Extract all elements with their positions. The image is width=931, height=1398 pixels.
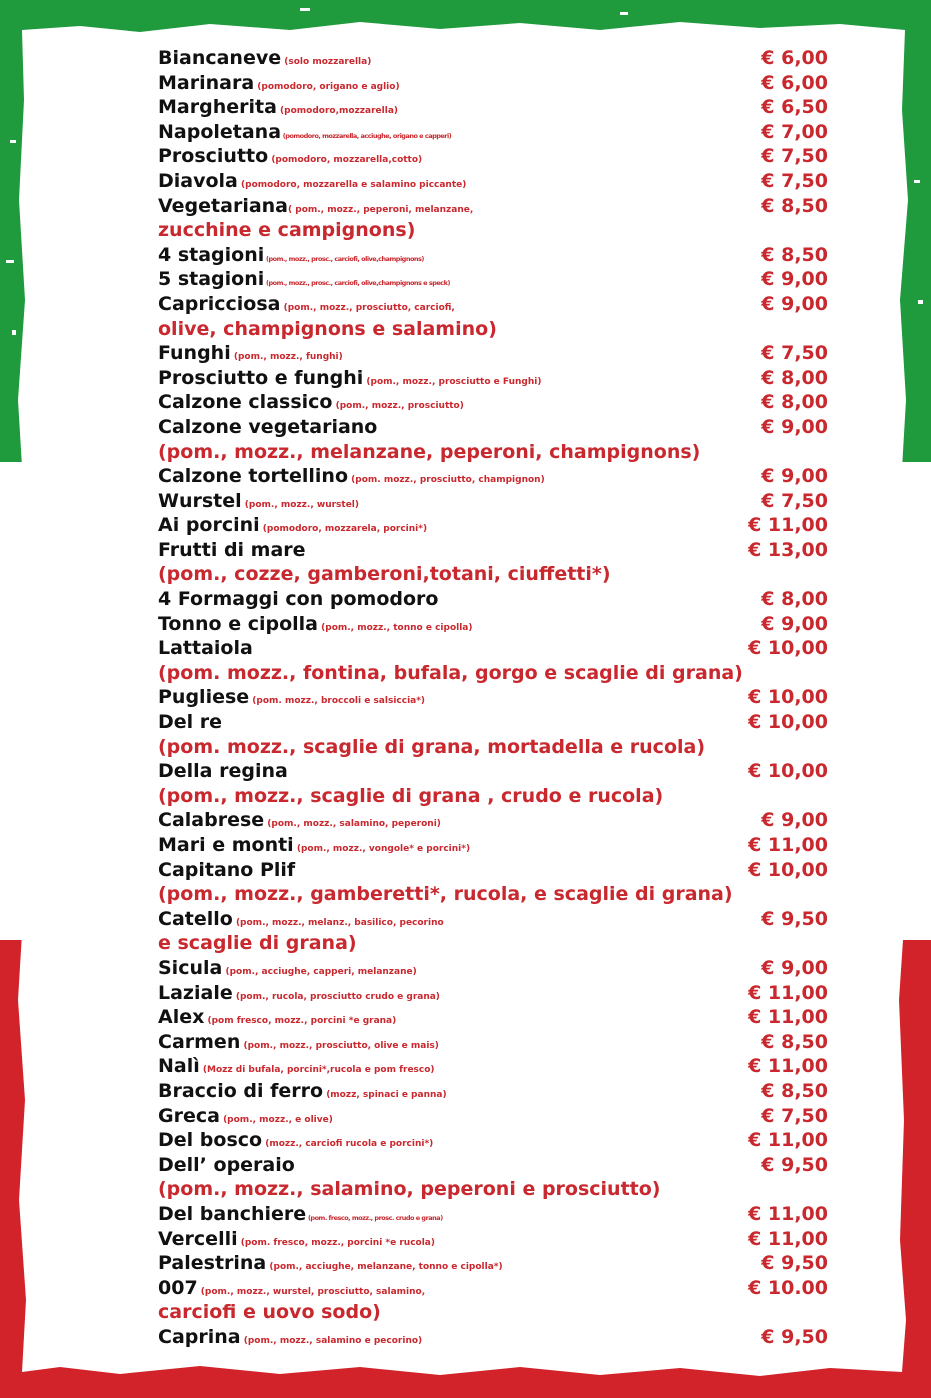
pizza-ingredients-continued: (pom., cozze, gamberoni,totani, ciuffetti*) bbox=[158, 563, 611, 586]
pizza-ingredients-continued: (pom., mozz., gamberetti*, rucola, e scaglie di grana) bbox=[158, 883, 733, 906]
menu-item bbox=[158, 1202, 828, 1227]
menu-item-line bbox=[158, 1227, 828, 1252]
pizza-name: Lattaiola bbox=[158, 637, 253, 660]
menu-item-line bbox=[158, 71, 828, 96]
pizza-ingredients: (pom., mozz., tonno e cipolla) bbox=[318, 622, 473, 633]
pizza-ingredients: (pomodoro,mozzarella) bbox=[276, 106, 399, 117]
pizza-price: € 11,00 bbox=[748, 1202, 828, 1225]
menu-item-line bbox=[158, 833, 828, 858]
pizza-price: € 10,00 bbox=[748, 858, 828, 881]
pizza-price: € 8,00 bbox=[761, 391, 828, 414]
menu-item bbox=[158, 833, 828, 858]
pizza-name: Dell’ operaio bbox=[158, 1153, 295, 1176]
menu-item-line bbox=[158, 1276, 828, 1301]
pizza-name: Della regina bbox=[158, 760, 288, 783]
pizza-ingredients: (pom., mozz., wurstel) bbox=[241, 499, 360, 510]
pizza-price: € 7,50 bbox=[761, 169, 828, 192]
pizza-name: 007 bbox=[158, 1276, 198, 1299]
pizza-name: Calzone classico bbox=[158, 391, 333, 414]
pizza-name: Prosciutto e funghi bbox=[158, 366, 364, 389]
pizza-ingredients-continued: (pom. mozz., fontina, bufala, gorgo e scaglie di grana) bbox=[158, 661, 743, 684]
menu-item-line bbox=[158, 1104, 828, 1129]
pizza-ingredients: (pom., mozz., salamino, peperoni) bbox=[264, 819, 441, 830]
pizza-name: Catello bbox=[158, 907, 233, 930]
pizza-name: Calabrese bbox=[158, 809, 265, 832]
pizza-name: Margherita bbox=[158, 96, 277, 119]
pizza-ingredients: (pom., mozz., prosc., carciofi, olive,champignons e speck) bbox=[264, 279, 450, 288]
pizza-price: € 9,50 bbox=[761, 907, 828, 930]
pizza-menu-list bbox=[158, 46, 828, 1349]
menu-item bbox=[158, 612, 828, 637]
pizza-name: Greca bbox=[158, 1104, 220, 1127]
pizza-name: Frutti di mare bbox=[158, 538, 306, 561]
menu-item bbox=[158, 341, 828, 366]
pizza-name: Prosciutto bbox=[158, 145, 269, 168]
pizza-ingredients: (pom. fresco, mozz., porcini *e rucola) bbox=[237, 1237, 435, 1248]
pizza-name: 4 Formaggi con pomodoro bbox=[158, 588, 439, 611]
menu-item-line bbox=[158, 981, 828, 1006]
menu-item-line bbox=[158, 612, 828, 637]
menu-item bbox=[158, 366, 828, 391]
menu-item bbox=[158, 1128, 828, 1153]
pizza-ingredients: (pom., mozz., prosciutto) bbox=[332, 401, 464, 412]
menu-item-line bbox=[158, 1005, 828, 1030]
menu-item-line bbox=[158, 808, 828, 833]
pizza-ingredients: (pom., mozz., vongole* e porcini*) bbox=[293, 844, 471, 854]
pizza-name: Palestrina bbox=[158, 1252, 267, 1275]
menu-item bbox=[158, 144, 828, 169]
pizza-name: Carmen bbox=[158, 1030, 241, 1053]
pizza-price: € 9,00 bbox=[761, 268, 828, 291]
pizza-name: Pugliese bbox=[158, 686, 250, 709]
menu-item-line bbox=[158, 636, 828, 661]
pizza-price: € 8,50 bbox=[761, 1030, 828, 1053]
menu-item bbox=[158, 194, 828, 243]
menu-item-line bbox=[158, 956, 828, 981]
menu-item-line bbox=[158, 1202, 828, 1227]
pizza-name: Laziale bbox=[158, 981, 233, 1004]
pizza-ingredients-continued: (pom., mozz., salamino, peperoni e prosciutto) bbox=[158, 1178, 661, 1201]
pizza-name: Del banchiere bbox=[158, 1202, 307, 1225]
menu-item bbox=[158, 907, 828, 956]
menu-item bbox=[158, 267, 828, 292]
pizza-ingredients: (pomodoro, mozzarela, porcini*) bbox=[259, 524, 428, 535]
pizza-ingredients: (pom., mozz., prosciutto, olive e mais) bbox=[240, 1040, 439, 1051]
menu-item bbox=[158, 292, 828, 341]
menu-item bbox=[158, 710, 828, 759]
menu-item bbox=[158, 95, 828, 120]
pizza-price: € 7,50 bbox=[761, 489, 828, 512]
pizza-ingredients-continued: carciofi e uovo sodo) bbox=[158, 1301, 381, 1324]
pizza-price: € 11,00 bbox=[748, 514, 828, 537]
menu-item-line bbox=[158, 1054, 828, 1079]
pizza-price: € 7,00 bbox=[761, 120, 828, 143]
pizza-name: Napoletana bbox=[158, 120, 282, 143]
pizza-price: € 8,00 bbox=[761, 588, 828, 611]
menu-item bbox=[158, 1251, 828, 1276]
pizza-ingredients: (pom., mozz., prosc., carciofi, olive,champignons) bbox=[264, 254, 424, 263]
menu-item-line bbox=[158, 46, 828, 71]
menu-item-line bbox=[158, 267, 828, 292]
pizza-price: € 9,00 bbox=[761, 612, 828, 635]
menu-item bbox=[158, 808, 828, 833]
menu-item bbox=[158, 1104, 828, 1129]
pizza-name: Calzone tortellino bbox=[158, 465, 349, 488]
pizza-price: € 9,00 bbox=[761, 956, 828, 979]
menu-item bbox=[158, 415, 828, 464]
pizza-ingredients: (pomodoro, mozzarella e salamino piccante) bbox=[237, 179, 467, 190]
pizza-name: Biancaneve bbox=[158, 47, 282, 69]
menu-item bbox=[158, 1153, 828, 1202]
menu-item-line bbox=[158, 366, 828, 391]
menu-item bbox=[158, 759, 828, 808]
pizza-price: € 11,00 bbox=[748, 1006, 828, 1029]
menu-item bbox=[158, 956, 828, 981]
menu-item-line bbox=[158, 169, 828, 194]
pizza-ingredients: (pom., rucola, prosciutto crudo e grana) bbox=[232, 991, 440, 1002]
pizza-ingredients: (pomodoro, mozzarella,cotto) bbox=[268, 155, 423, 166]
menu-item-line bbox=[158, 341, 828, 366]
pizza-price: € 8,50 bbox=[761, 194, 828, 217]
pizza-ingredients: (mozz, spinaci e panna) bbox=[323, 1089, 447, 1100]
pizza-name: Alex bbox=[158, 1006, 205, 1029]
menu-item-line bbox=[158, 243, 828, 268]
pizza-price: € 6,00 bbox=[761, 71, 828, 94]
pizza-name: Sicula bbox=[158, 956, 223, 979]
menu-item-line bbox=[158, 710, 828, 735]
menu-item-line bbox=[158, 587, 828, 612]
pizza-name: Diavola bbox=[158, 169, 238, 192]
pizza-price: € 10.00 bbox=[748, 1276, 828, 1299]
pizza-name: Del bosco bbox=[158, 1129, 263, 1152]
menu-item-line bbox=[158, 120, 828, 145]
pizza-ingredients: (pom., mozz., salamino e pecorino) bbox=[240, 1335, 423, 1346]
pizza-ingredients-continued: zucchine e campignons) bbox=[158, 219, 416, 242]
pizza-price: € 9,00 bbox=[761, 415, 828, 438]
menu-item bbox=[158, 685, 828, 710]
menu-item bbox=[158, 46, 828, 71]
menu-item bbox=[158, 1030, 828, 1055]
pizza-price: € 6,00 bbox=[761, 47, 828, 69]
pizza-ingredients: (pomodoro, mozzarella, acciughe, origano e capperi) bbox=[281, 131, 452, 140]
pizza-price: € 13,00 bbox=[748, 538, 828, 561]
menu-item-line bbox=[158, 95, 828, 120]
pizza-name: Vegetariana bbox=[158, 194, 288, 217]
menu-item bbox=[158, 464, 828, 489]
pizza-name: 4 stagioni bbox=[158, 243, 265, 266]
menu-item-line bbox=[158, 194, 828, 219]
menu-item bbox=[158, 71, 828, 96]
pizza-ingredients-continued: olive, champignons e salamino) bbox=[158, 317, 497, 340]
menu-item-line bbox=[158, 1030, 828, 1055]
pizza-name: Vercelli bbox=[158, 1227, 238, 1250]
pizza-name: Mari e monti bbox=[158, 834, 294, 856]
pizza-price: € 8,00 bbox=[761, 366, 828, 389]
pizza-price: € 10,00 bbox=[748, 637, 828, 660]
menu-item bbox=[158, 1276, 828, 1325]
pizza-price: € 11,00 bbox=[748, 1129, 828, 1152]
pizza-price: € 8,50 bbox=[761, 243, 828, 266]
pizza-name: 5 stagioni bbox=[158, 268, 265, 291]
menu-item-line bbox=[158, 759, 828, 784]
pizza-ingredients-continued: (pom., mozz., melanzane, peperoni, champignons) bbox=[158, 440, 701, 463]
pizza-name: Tonno e cipolla bbox=[158, 612, 318, 635]
menu-item bbox=[158, 243, 828, 268]
pizza-ingredients: (pom., mozz., prosciutto e Funghi) bbox=[363, 376, 542, 387]
pizza-price: € 11,00 bbox=[748, 1055, 828, 1078]
pizza-name: Ai porcini bbox=[158, 514, 260, 537]
pizza-ingredients: (mozz., carciofi rucola e porcini*) bbox=[262, 1139, 434, 1150]
pizza-price: € 7,50 bbox=[761, 342, 828, 365]
menu-item bbox=[158, 513, 828, 538]
menu-item-line bbox=[158, 144, 828, 169]
pizza-ingredients: (pom., mozz., e olive) bbox=[219, 1114, 333, 1125]
pizza-name: Funghi bbox=[158, 342, 231, 365]
menu-item bbox=[158, 1079, 828, 1104]
pizza-ingredients: (pom., mozz., prosciutto, carciofi, bbox=[280, 302, 455, 313]
pizza-name: Capitano Plif bbox=[158, 858, 296, 881]
menu-item bbox=[158, 587, 828, 612]
menu-item bbox=[158, 169, 828, 194]
menu-item-line bbox=[158, 489, 828, 514]
pizza-price: € 9,50 bbox=[761, 1153, 828, 1176]
menu-item bbox=[158, 538, 828, 587]
menu-item-line bbox=[158, 1251, 828, 1276]
pizza-price: € 10,00 bbox=[748, 711, 828, 734]
pizza-name: Wurstel bbox=[158, 489, 242, 512]
menu-item bbox=[158, 636, 828, 685]
menu-item-line bbox=[158, 858, 828, 883]
pizza-price: € 10,00 bbox=[748, 760, 828, 783]
pizza-ingredients: (pomodoro, origano e aglio) bbox=[254, 81, 400, 92]
menu-item bbox=[158, 981, 828, 1006]
pizza-price: € 7,50 bbox=[761, 145, 828, 168]
pizza-price: € 11,00 bbox=[748, 981, 828, 1004]
pizza-name: Capricciosa bbox=[158, 292, 281, 315]
pizza-ingredients: (Mozz di bufala, porcini*,rucola e pom fresco) bbox=[199, 1065, 435, 1076]
pizza-name: Del re bbox=[158, 711, 223, 734]
pizza-ingredients: (pom., mozz., melanz., basilico, pecorino bbox=[232, 917, 444, 928]
pizza-price: € 6,50 bbox=[761, 96, 828, 119]
menu-item-line bbox=[158, 1325, 828, 1350]
pizza-ingredients: (pom. mozz., broccoli e salsiccia*) bbox=[249, 696, 426, 707]
pizza-ingredients-continued: e scaglie di grana) bbox=[158, 932, 357, 955]
menu-item bbox=[158, 1005, 828, 1030]
pizza-name: Marinara bbox=[158, 71, 255, 94]
pizza-ingredients: (pom. mozz., prosciutto, champignon) bbox=[348, 475, 545, 486]
pizza-ingredients: ( pom., mozz., peperoni, melanzane, bbox=[288, 204, 474, 215]
pizza-price: € 9,00 bbox=[761, 465, 828, 488]
menu-item bbox=[158, 858, 828, 907]
pizza-ingredients-continued: (pom. mozz., scaglie di grana, mortadella e rucola) bbox=[158, 735, 706, 758]
pizza-ingredients: (pom fresco, mozz., porcini *e grana) bbox=[204, 1016, 397, 1027]
pizza-ingredients: (pom. fresco, mozz., prosc. crudo e grana) bbox=[306, 1213, 443, 1222]
pizza-price: € 11,00 bbox=[748, 834, 828, 856]
pizza-price: € 9,50 bbox=[761, 1252, 828, 1275]
menu-item bbox=[158, 1325, 828, 1350]
pizza-ingredients-continued: (pom., mozz., scaglie di grana , crudo e rucola) bbox=[158, 784, 664, 807]
pizza-price: € 10,00 bbox=[748, 686, 828, 709]
menu-item-line bbox=[158, 1079, 828, 1104]
pizza-price: € 7,50 bbox=[761, 1104, 828, 1127]
pizza-ingredients: (pom., acciughe, capperi, melanzane) bbox=[222, 966, 417, 977]
pizza-ingredients: (pom., mozz., funghi) bbox=[230, 352, 343, 363]
menu-item-line bbox=[158, 538, 828, 563]
pizza-ingredients: (pom., acciughe, melanzane, tonno e cipolla*) bbox=[266, 1262, 503, 1273]
pizza-price: € 11,00 bbox=[748, 1227, 828, 1250]
menu-item bbox=[158, 390, 828, 415]
menu-item-line bbox=[158, 907, 828, 932]
menu-item-line bbox=[158, 1128, 828, 1153]
pizza-price: € 9,00 bbox=[761, 809, 828, 832]
pizza-price: € 8,50 bbox=[761, 1079, 828, 1102]
menu-item-line bbox=[158, 390, 828, 415]
menu-item bbox=[158, 1054, 828, 1079]
menu-item bbox=[158, 120, 828, 145]
pizza-ingredients: (pom., mozz., wurstel, prosciutto, salamino, bbox=[197, 1286, 426, 1297]
pizza-price: € 9,00 bbox=[761, 292, 828, 315]
menu-item-line bbox=[158, 415, 828, 440]
menu-item bbox=[158, 489, 828, 514]
menu-item bbox=[158, 1227, 828, 1252]
menu-item-line bbox=[158, 292, 828, 317]
pizza-name: Calzone vegetariano bbox=[158, 415, 378, 438]
menu-item-line bbox=[158, 1153, 828, 1178]
pizza-name: Braccio di ferro bbox=[158, 1079, 324, 1102]
pizza-name: Caprina bbox=[158, 1325, 241, 1348]
pizza-name: Nalì bbox=[158, 1055, 200, 1078]
menu-item-line bbox=[158, 513, 828, 538]
menu-item-line bbox=[158, 685, 828, 710]
menu-item-line bbox=[158, 464, 828, 489]
pizza-ingredients: (solo mozzarella) bbox=[281, 57, 372, 67]
pizza-price: € 9,50 bbox=[761, 1325, 828, 1348]
